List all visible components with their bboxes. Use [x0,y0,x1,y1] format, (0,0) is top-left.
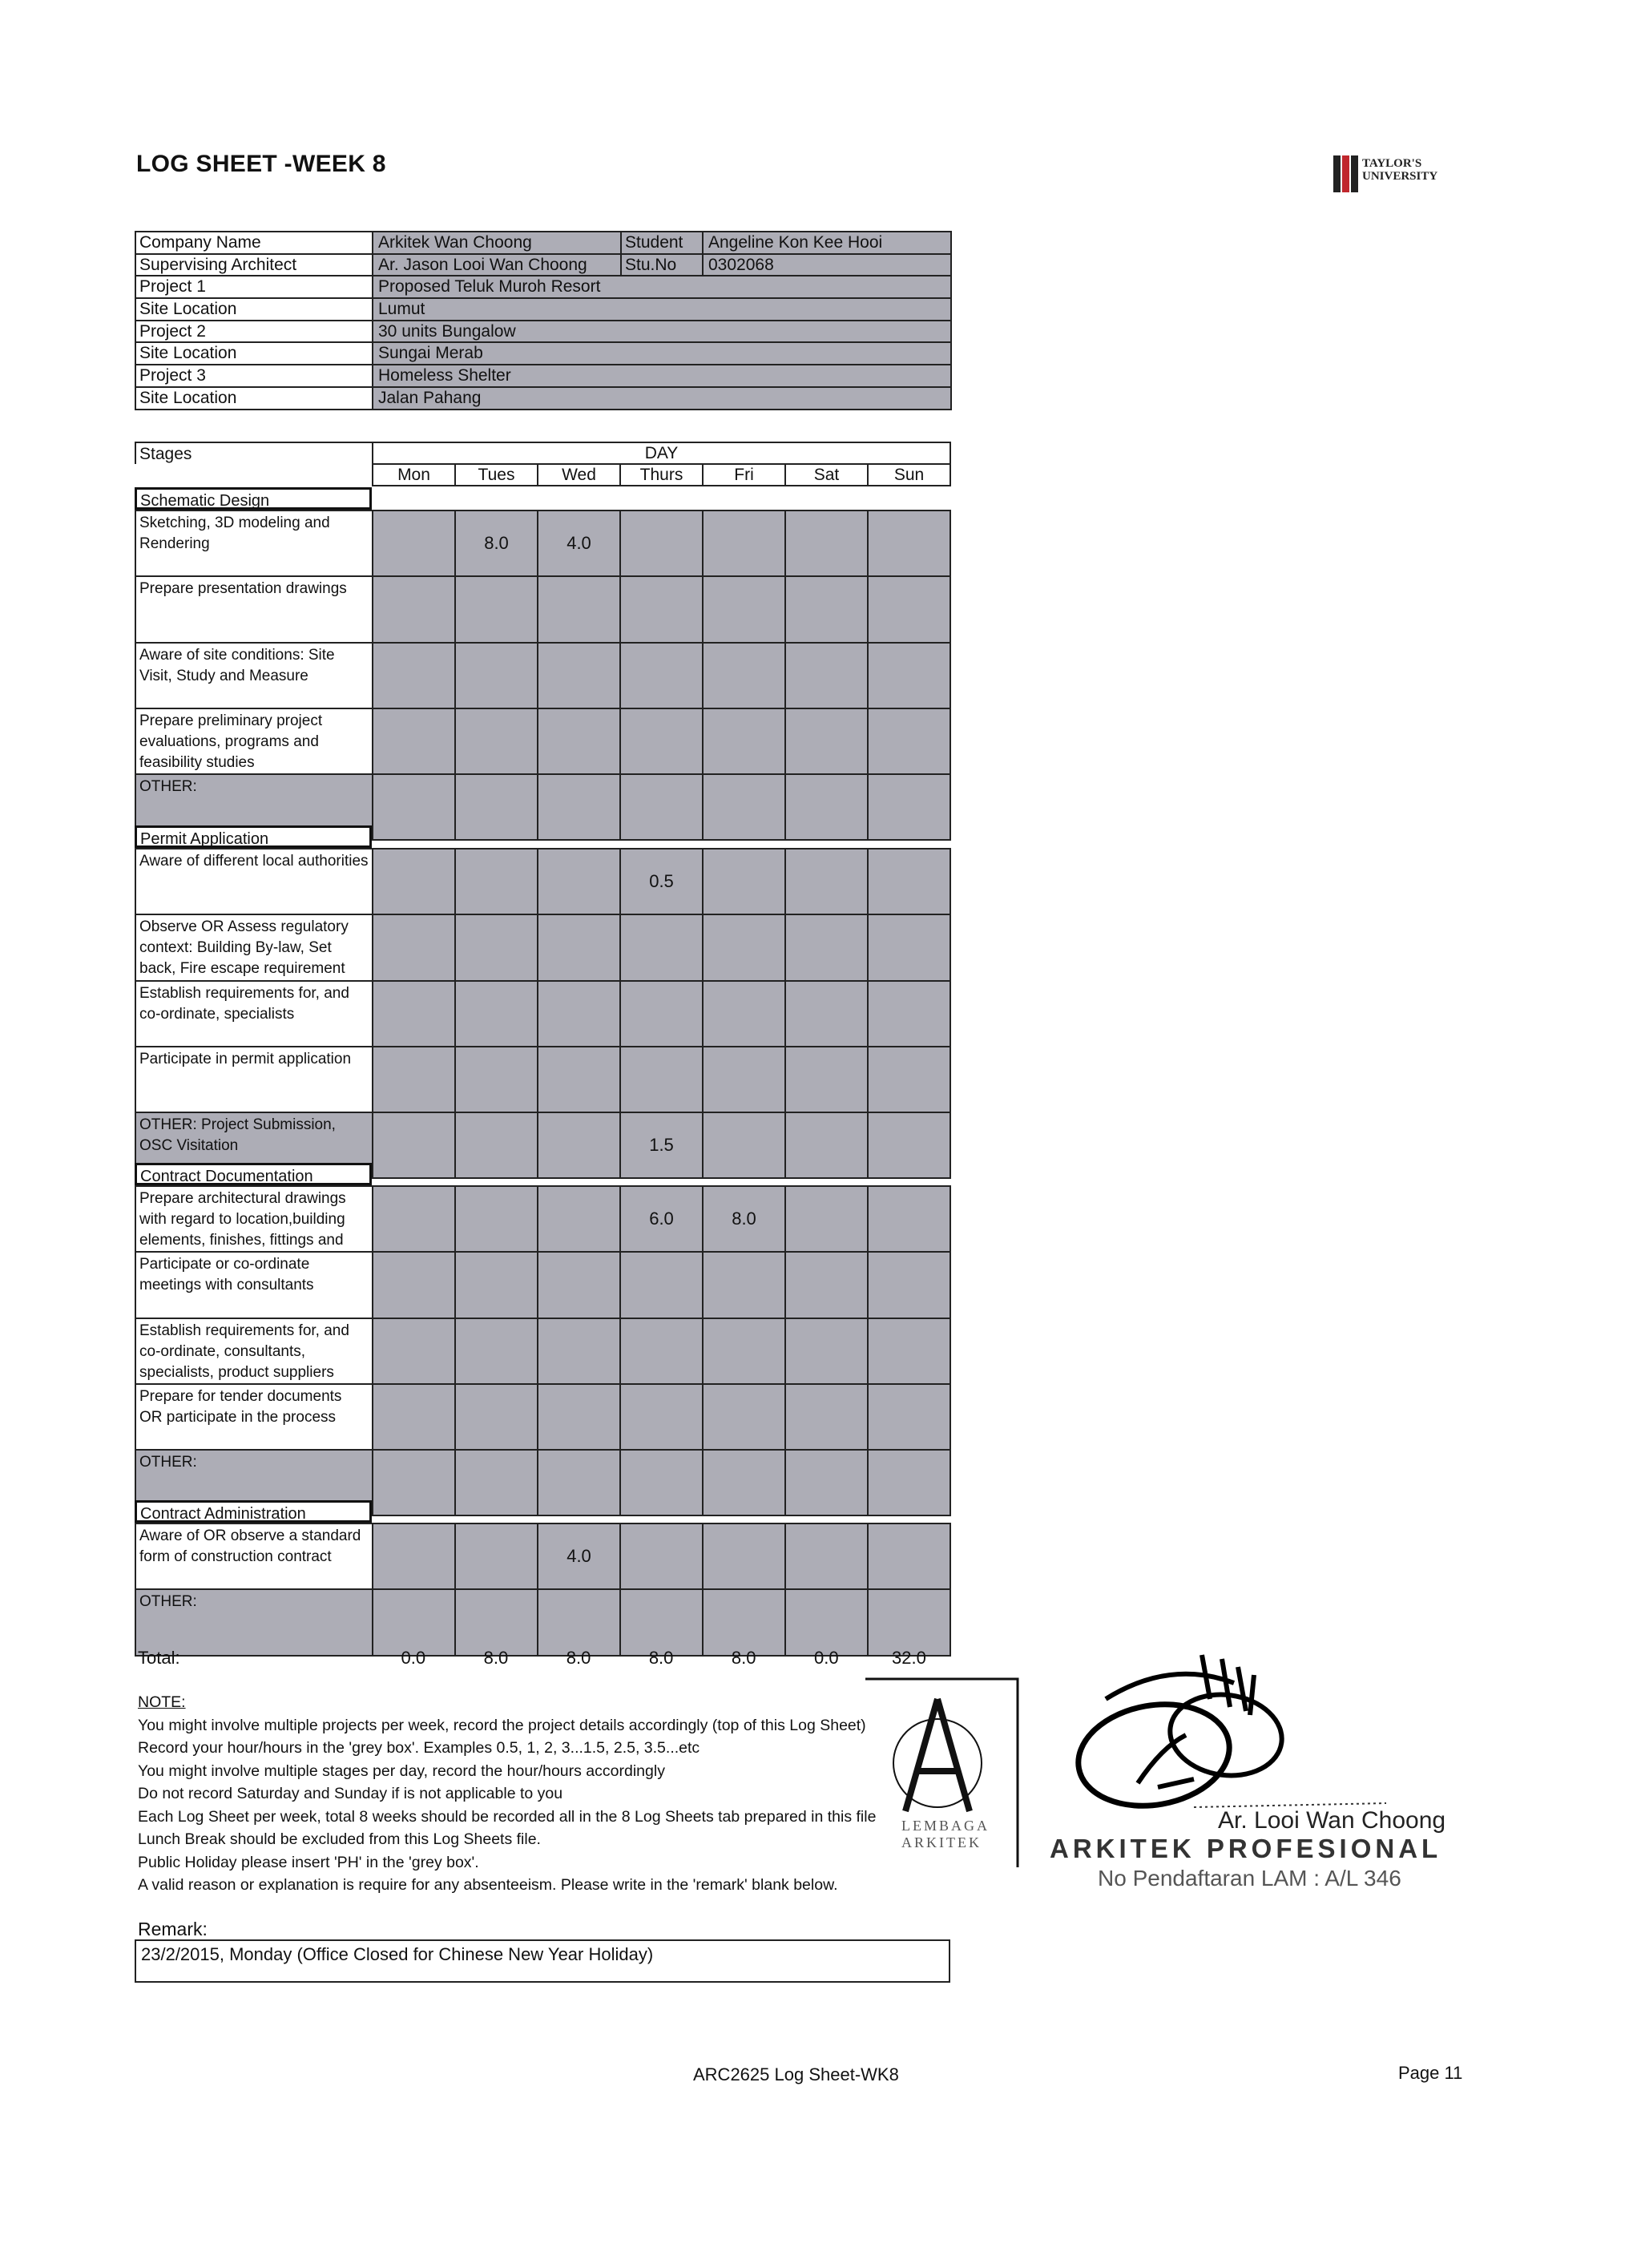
hours-cell[interactable] [620,981,703,1047]
stage-label: Sketching, 3D modeling and Rendering [135,511,373,576]
hours-cell[interactable] [538,1318,620,1384]
info-label: Company Name [135,232,373,254]
stage-label: Prepare preliminary project evaluations, programs and feasibility studies [135,708,373,774]
hours-cell[interactable] [538,849,620,914]
hours-cell[interactable] [868,1047,950,1112]
page-title: LOG SHEET -WEEK 8 [136,151,386,177]
hours-cell[interactable] [538,1112,620,1178]
total-wed: 8.0 [566,1648,591,1668]
day-sun: Sun [868,464,950,486]
hours-cell[interactable] [373,643,455,708]
hours-cell[interactable] [703,708,785,774]
hours-cell[interactable] [785,1318,868,1384]
section-title: Contract Documentation [135,1163,372,1185]
hours-cell[interactable] [785,1047,868,1112]
hours-cell[interactable] [703,1523,785,1589]
hours-cell[interactable] [620,1450,703,1515]
section-title: Contract Administration [135,1500,372,1523]
hours-cell[interactable] [785,511,868,576]
total-thurs: 8.0 [648,1648,674,1668]
architect-name: Ar. Looi Wan Choong [1218,1807,1446,1834]
stage-label: Establish requirements for, and co-ordinate, specialists [135,981,373,1047]
hours-cell[interactable] [868,708,950,774]
hours-cell[interactable] [455,1252,538,1318]
stage-label: OTHER: [135,1589,373,1655]
stage-row [135,849,950,914]
hours-cell[interactable] [868,1252,950,1318]
hours-cell[interactable] [620,1252,703,1318]
document-footer: ARC2625 Log Sheet-WK8 [693,2064,899,2084]
stage-label: Prepare for tender documents OR participate in the process [135,1384,373,1450]
hours-cell[interactable] [538,708,620,774]
hours-cell[interactable] [373,1384,455,1450]
hours-cell[interactable] [455,1112,538,1178]
info-value: Lumut [373,298,951,321]
hours-cell[interactable] [703,1047,785,1112]
logo-mark-icon [1330,155,1357,196]
hours-cell[interactable] [620,1318,703,1384]
day-header-table [135,442,951,486]
hours-cell[interactable] [538,1450,620,1515]
hours-cell[interactable] [455,1450,538,1515]
hours-cell[interactable] [703,643,785,708]
hours-cell[interactable] [373,511,455,576]
company-name-value: Arkitek Wan Choong [373,232,621,254]
hours-cell[interactable] [373,1047,455,1112]
hours-cell[interactable] [868,1112,950,1178]
hours-cell[interactable] [373,576,455,642]
stage-row [135,914,950,980]
hours-cell[interactable]: 8.0 [703,1186,785,1252]
remark-label: Remark: [138,1919,208,1939]
hours-cell[interactable] [620,1047,703,1112]
hours-cell[interactable] [868,849,950,914]
hours-cell[interactable] [538,1384,620,1450]
hours-cell[interactable] [538,1252,620,1318]
stage-row [135,576,950,642]
hours-cell[interactable] [785,914,868,980]
hours-cell[interactable] [703,914,785,980]
hours-cell[interactable] [785,1112,868,1178]
info-label: Student [621,232,703,254]
hours-cell[interactable] [620,511,703,576]
hours-cell[interactable]: 8.0 [455,511,538,576]
board-stamp-text: LEMBAGA ARKITEK [901,1818,990,1850]
hours-cell[interactable] [785,1384,868,1450]
hours-cell[interactable] [538,1047,620,1112]
stage-label: OTHER: Project Submission, OSC Visitation [135,1112,373,1178]
hours-cell[interactable] [785,708,868,774]
hours-cell[interactable] [785,1252,868,1318]
info-table [135,231,952,410]
hours-cell[interactable]: 1.5 [620,1112,703,1178]
hours-cell[interactable] [703,1318,785,1384]
info-label: Stu.No [621,254,703,276]
note-line: Record your hour/hours in the 'grey box'. Examples 0.5, 1, 2, 3...1.5, 2.5, 3.5...etc [138,1739,700,1757]
hours-cell[interactable] [703,1112,785,1178]
hours-cell[interactable] [785,643,868,708]
hours-cell[interactable] [373,1523,455,1589]
note-line: You might involve multiple stages per day, record the hour/hours accordingly [138,1762,665,1780]
day-fri: Fri [703,464,785,486]
hours-cell[interactable] [455,1047,538,1112]
hours-cell[interactable] [703,576,785,642]
note-line: Do not record Saturday and Sunday if is not applicable to you [138,1785,563,1802]
hours-cell[interactable] [455,849,538,914]
info-label: Project 1 [135,276,373,298]
hours-cell[interactable] [620,1523,703,1589]
remark-box: 23/2/2015, Monday (Office Closed for Chinese New Year Holiday) [135,1939,950,1983]
stage-table [135,1523,951,1657]
hours-cell[interactable] [868,981,950,1047]
hours-cell[interactable] [538,774,620,840]
hours-cell[interactable] [868,643,950,708]
hours-cell[interactable] [868,914,950,980]
note-line: Lunch Break should be excluded from this Log Sheets file. [138,1830,541,1848]
info-value: Proposed Teluk Muroh Resort [373,276,951,298]
notes-section [138,1691,907,1897]
hours-cell[interactable] [868,1318,950,1384]
stage-label: Aware of OR observe a standard form of construction contract [135,1523,373,1589]
stage-row [135,1384,950,1450]
hours-cell[interactable] [455,1318,538,1384]
stage-label: Participate or co-ordinate meetings with consultants [135,1252,373,1318]
hours-cell[interactable] [373,1450,455,1515]
stage-row [135,1047,950,1112]
board-stamp [861,1675,1022,1875]
hours-cell[interactable] [455,981,538,1047]
stage-table [135,848,951,1179]
stage-label: OTHER: [135,1450,373,1515]
stage-row [135,981,950,1047]
day-sat: Sat [785,464,868,486]
info-value: 30 units Bungalow [373,321,951,343]
stage-table [135,1185,951,1516]
note-line: Each Log Sheet per week, total 8 weeks should be recorded all in the 8 Log Sheets tab prepared in this file [138,1807,877,1826]
stage-row [135,708,950,774]
hours-cell[interactable] [455,576,538,642]
hours-cell[interactable] [620,1384,703,1450]
total-week: 32.0 [892,1648,926,1668]
hours-cell[interactable] [373,1112,455,1178]
registration-number: No Pendaftaran LAM : A/L 346 [1098,1866,1401,1891]
hours-cell[interactable] [373,981,455,1047]
hours-cell[interactable] [703,849,785,914]
stage-row [135,643,950,708]
hours-cell[interactable]: 4.0 [538,1523,620,1589]
stages-header: Stages [135,442,373,464]
notes-heading: NOTE: [138,1693,186,1711]
hours-cell[interactable] [538,576,620,642]
hours-cell[interactable] [455,1384,538,1450]
hours-cell[interactable] [455,643,538,708]
info-label: Supervising Architect [135,254,373,276]
total-mon: 0.0 [401,1648,426,1668]
hours-cell[interactable] [538,981,620,1047]
stage-label: Observe OR Assess regulatory context: Building By-law, Set back, Fire escape requirement [135,914,373,980]
hours-cell[interactable] [373,774,455,840]
hours-cell[interactable] [703,981,785,1047]
info-value: Sungai Merab [373,342,951,365]
hours-cell[interactable] [785,576,868,642]
stage-row [135,1186,950,1252]
total-sat: 0.0 [814,1648,839,1668]
hours-cell[interactable] [868,511,950,576]
day-tues: Tues [455,464,538,486]
logo-text: TAYLOR'S UNIVERSITY [1362,157,1438,183]
stage-label: OTHER: [135,774,373,840]
stage-label: Aware of site conditions: Site Visit, Study and Measure [135,643,373,708]
hours-cell[interactable] [373,914,455,980]
hours-cell[interactable] [703,1384,785,1450]
section-title: Permit Application [135,825,372,848]
day-wed: Wed [538,464,620,486]
hours-cell[interactable] [373,1318,455,1384]
info-label: Site Location [135,387,373,410]
stage-row [135,1523,950,1589]
note-line: A valid reason or explanation is require for any absenteeism. Please write in the 'remark' blank below. [138,1876,838,1894]
hours-cell[interactable] [455,774,538,840]
hours-cell[interactable] [538,643,620,708]
hours-cell[interactable] [785,1450,868,1515]
hours-cell[interactable] [538,914,620,980]
info-value: Jalan Pahang [373,387,951,410]
total-label: Total: [138,1648,180,1668]
info-label: Project 2 [135,321,373,343]
hours-cell[interactable] [373,708,455,774]
day-thurs: Thurs [620,464,703,486]
architect-value: Ar. Jason Looi Wan Choong [373,254,621,276]
hours-cell[interactable]: 0.5 [620,849,703,914]
hours-cell[interactable] [785,1186,868,1252]
note-line: You might involve multiple projects per week, record the project details accordingly (top of this Log Sheet) [138,1716,866,1734]
note-line: Public Holiday please insert 'PH' in the 'grey box'. [138,1853,479,1871]
hours-cell[interactable] [868,774,950,840]
hours-cell[interactable] [373,1252,455,1318]
hours-cell[interactable]: 4.0 [538,511,620,576]
hours-cell[interactable] [703,1252,785,1318]
hours-cell[interactable] [373,849,455,914]
hours-cell[interactable] [620,708,703,774]
day-mon: Mon [373,464,455,486]
hours-cell[interactable] [868,1523,950,1589]
total-fri: 8.0 [731,1648,756,1668]
hours-cell[interactable] [868,1450,950,1515]
hours-cell[interactable] [868,576,950,642]
hours-cell[interactable] [538,1186,620,1252]
blank-cell [135,464,373,486]
hours-cell[interactable] [868,1384,950,1450]
info-value: Homeless Shelter [373,365,951,387]
hours-cell[interactable] [455,708,538,774]
student-number-value: 0302068 [703,254,951,276]
section-title: Schematic Design [135,487,372,510]
stage-label: Prepare presentation drawings [135,576,373,642]
hours-cell[interactable] [785,1523,868,1589]
university-logo [1330,151,1450,199]
stage-row [135,1318,950,1384]
hours-cell[interactable] [620,914,703,980]
totals-row [135,1646,950,1670]
day-header: DAY [373,442,950,464]
hours-cell[interactable]: 6.0 [620,1186,703,1252]
stage-label: Prepare architectural drawings with regard to location,building elements, finishes, fittings and [135,1186,373,1252]
hours-cell[interactable] [455,1186,538,1252]
hours-cell[interactable] [620,643,703,708]
info-label: Project 3 [135,365,373,387]
stage-label: Establish requirements for, and co-ordinate, consultants, specialists, product suppliers [135,1318,373,1384]
stage-label: Aware of different local authorities [135,849,373,914]
architect-title: ARKITEK PROFESIONAL [1050,1834,1442,1863]
stage-row [135,1252,950,1318]
info-label: Site Location [135,342,373,365]
stage-row [135,511,950,576]
stage-label: Participate in permit application [135,1047,373,1112]
hours-cell[interactable] [785,849,868,914]
hours-cell[interactable] [620,774,703,840]
total-tues: 8.0 [483,1648,509,1668]
hours-cell[interactable] [373,1186,455,1252]
page-number: Page 11 [1398,2063,1463,2083]
hours-cell[interactable] [703,511,785,576]
hours-cell[interactable] [620,576,703,642]
info-label: Site Location [135,298,373,321]
hours-cell[interactable] [455,1523,538,1589]
architect-stamp [1026,1651,1474,1915]
hours-cell[interactable] [785,774,868,840]
stage-table [135,510,951,841]
hours-cell[interactable] [785,981,868,1047]
hours-cell[interactable] [868,1186,950,1252]
hours-cell[interactable] [703,774,785,840]
hours-cell[interactable] [455,914,538,980]
hours-cell[interactable] [703,1450,785,1515]
student-name-value: Angeline Kon Kee Hooi [703,232,951,254]
